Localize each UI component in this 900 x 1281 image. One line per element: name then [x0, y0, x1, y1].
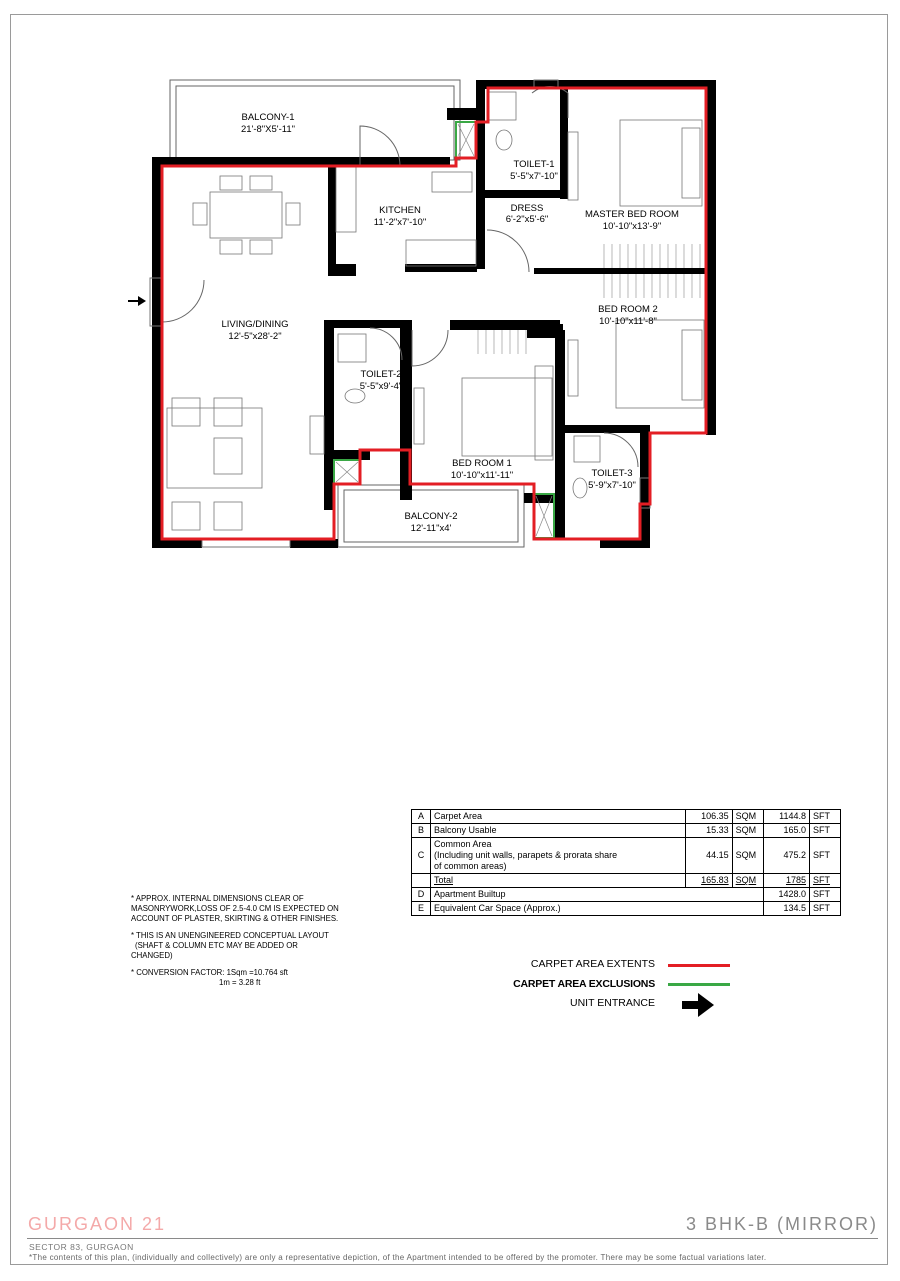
table-row-total: Total 165.83 SQM 1785 SFT [412, 874, 841, 888]
room-dim: 10'-10"x13'-9" [602, 221, 662, 232]
table-row: B Balcony Usable 15.33 SQM 165.0 SFT [412, 824, 841, 838]
table-row: A Carpet Area 106.35 SQM 1144.8 SFT [412, 810, 841, 824]
legend-extents-label: CARPET AREA EXTENTS [530, 958, 655, 970]
room-dim: 5'-5"x9'-4" [359, 381, 403, 392]
disclaimer: *The contents of this plan, (individually and collectively) are only a representative depiction, of the Apartment intended to be offered by the promoter. There may be some factual variations later. [29, 1253, 767, 1262]
room-name: BALCONY-1 [241, 112, 295, 123]
legend-extents-line [668, 964, 730, 967]
table-row: C Common Area (Including unit walls, parapets & prorata share of common areas) 44.15 SQM 475.2 SFT [412, 838, 841, 874]
room-dim: 21'-8"X5'-11" [240, 124, 296, 135]
room-name: BED ROOM 2 [598, 304, 658, 315]
legend-exclusions-label: CARPET AREA EXCLUSIONS [513, 978, 655, 990]
table-row: D Apartment Builtup 1428.0 SFT [412, 888, 841, 902]
note-dimensions: * APPROX. INTERNAL DIMENSIONS CLEAR OF MASONRYWORK,LOSS OF 2.5-4.0 CM IS EXPECTED ON ACCOUNT OF PLASTER, SKIRTING & OTHER FINISHES. [131, 894, 339, 923]
project-location: SECTOR 83, GURGAON [29, 1242, 134, 1252]
room-name: DRESS [510, 203, 544, 214]
room-dim: 10'-10"x11'-11" [450, 470, 514, 481]
entrance-arrow-icon [680, 992, 716, 1018]
room-dim: 5'-5"x7'-10" [510, 171, 558, 182]
room-dim: 11'-2"x7'-10" [373, 217, 427, 228]
room-name: MASTER BED ROOM [585, 209, 679, 220]
room-dim: 10'-10"x11'-8" [599, 316, 657, 327]
area-statement-table [411, 809, 841, 916]
room-dim: 12'-5"x28'-2" [228, 331, 282, 342]
room-name: KITCHEN [379, 205, 421, 216]
table-row: E Equivalent Car Space (Approx.) 134.5 SFT [412, 902, 841, 916]
note-layout: * THIS IS AN UNENGINEERED CONCEPTUAL LAYOUT (SHAFT & COLUMN ETC MAY BE ADDED OR CHANGED) [131, 931, 329, 960]
room-dim: 5'-9"x7'-10" [588, 480, 636, 491]
room-name: TOILET-3 [591, 468, 633, 479]
room-name: BED ROOM 1 [452, 458, 512, 469]
room-name: BALCONY-2 [404, 511, 458, 522]
room-dim: 6'-2"x5'-6" [505, 214, 549, 225]
legend-exclusions-line [668, 983, 730, 986]
room-name: LIVING/DINING [221, 319, 289, 330]
unit-type: 3 BHK-B (MIRROR) [685, 1214, 878, 1234]
footer-divider [27, 1238, 878, 1239]
legend-entrance-label: UNIT ENTRANCE [570, 997, 655, 1009]
room-name: TOILET-1 [513, 159, 555, 170]
wardrobe-hatching [478, 244, 700, 354]
plan-notes [131, 894, 341, 995]
floor-plan [0, 0, 900, 600]
legend [480, 956, 740, 1020]
note-conversion: * CONVERSION FACTOR: 1Sqm =10.764 sft 1m = 3.28 ft [131, 968, 288, 987]
project-title: GURGAON 21 [28, 1214, 167, 1234]
room-name: TOILET-2 [360, 369, 402, 380]
entrance-arrow-plan [128, 296, 146, 306]
room-dim: 12'-11"x4' [410, 523, 452, 534]
